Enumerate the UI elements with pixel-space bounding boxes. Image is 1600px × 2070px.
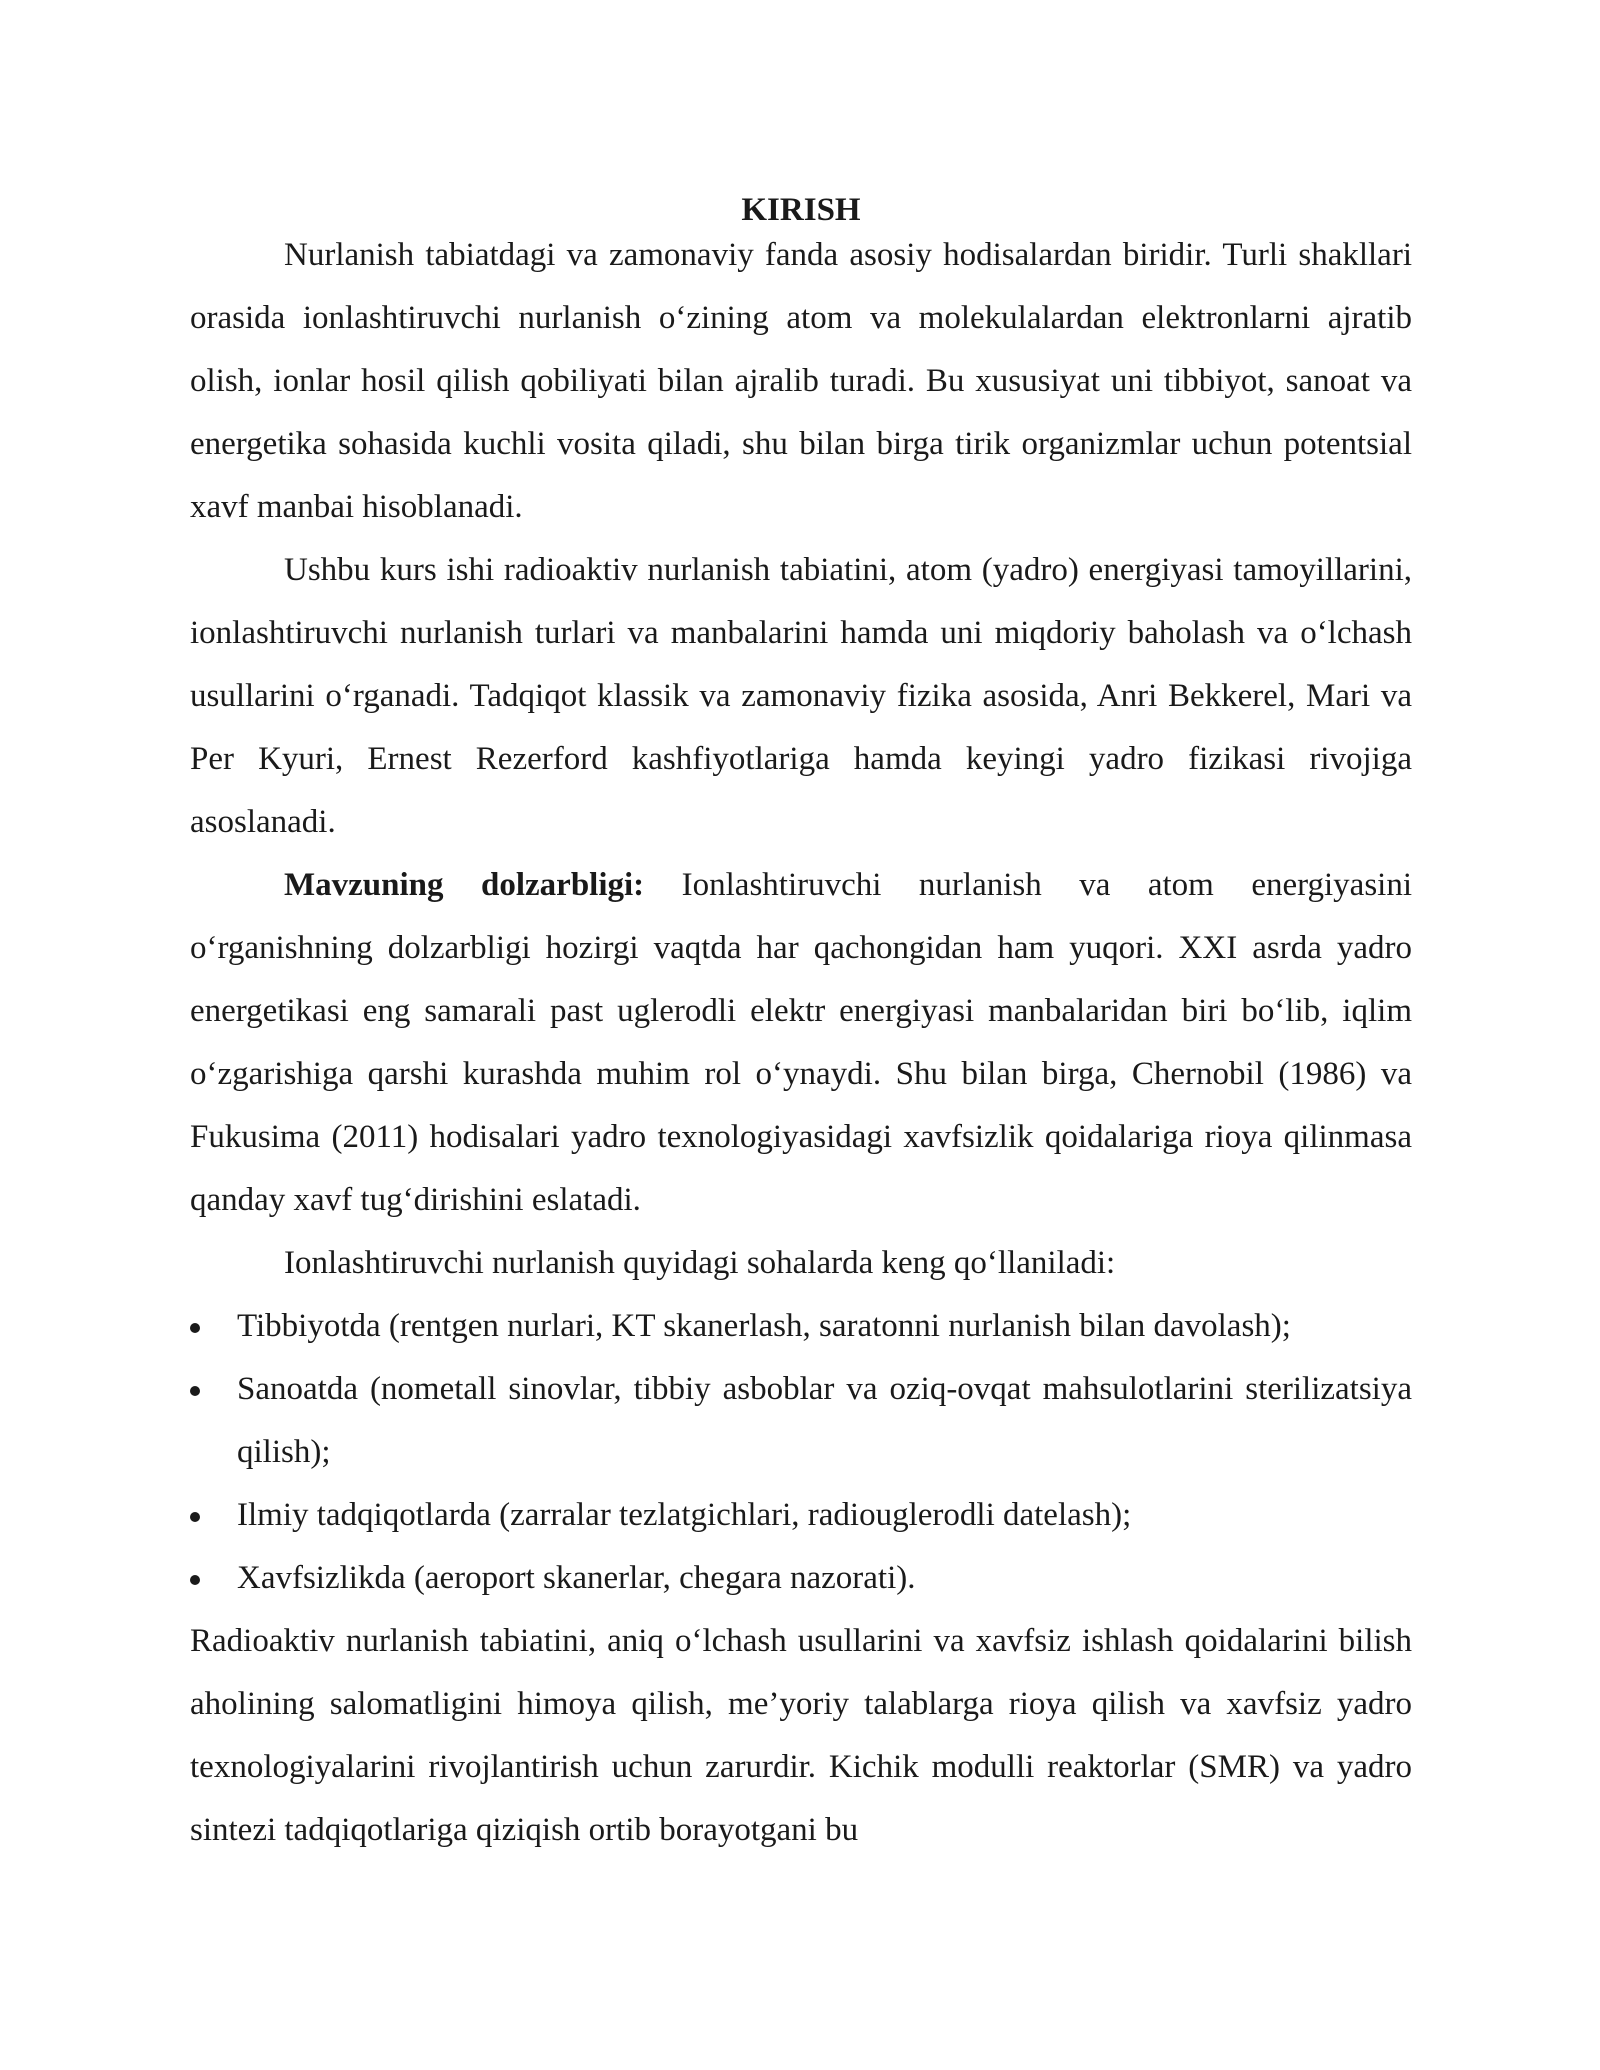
- list-item: [190, 1358, 1412, 1484]
- list-item: [190, 1547, 1412, 1610]
- scope-paragraph: Ushbu kurs ishi radioaktiv nurlanish tabiatini, atom (yadro) energiyasi tamoyillarini, ionlashtiruvchi nurlanish turlari va manbalarini hamda uni miqdoriy baholash va o‘lchash usullarini o‘rganadi. Tadqiqot klassik va zamonaviy fizika asosida, Anri Bekkerel, Mari va Per Kyuri, Ernest Rezerford kashfiyotlariga hamda keyingi yadro fizikasi rivojiga asoslanadi.: [190, 552, 1412, 840]
- relevance-text: Ionlashtiruvchi nurlanish va atom energiyasini o‘rganishning dolzarbligi hozirgi vaqtda har qachongidan ham yuqori. XXI asrda yadro energetikasi eng samarali past uglerodli elektr energiyasi manbalaridan biri bo‘lib, iqlim o‘zgarishiga qarshi kurashda muhim rol o‘ynaydi. Shu bilan birga, Chernobil (1986) va Fukusima (2011) hodisalari yadro texnologiyasidagi xavfsizlik qoidalariga rioya qilinmasa qanday xavf tug‘dirishini eslatadi.: [190, 867, 1412, 1218]
- list-item: [190, 1484, 1412, 1547]
- list-item: [190, 1295, 1412, 1358]
- list-intro: Ionlashtiruvchi nurlanish quyidagi sohalarda keng qo‘llaniladi:: [284, 1245, 1116, 1281]
- page-title: KIRISH: [741, 192, 861, 228]
- list-item-text: Tibbiyotda (rentgen nurlari, KT skanerlash, saratonni nurlanish bilan davolash);: [237, 1308, 1291, 1344]
- list-item-text: Ilmiy tadqiqotlarda (zarralar tezlatgichlari, radiouglerodli datelash);: [237, 1497, 1132, 1533]
- applications-list: [190, 1295, 1412, 1610]
- list-item-text: Sanoatda (nometall sinovlar, tibbiy asboblar va oziq-ovqat mahsulotlarini sterilizatsiya qilish);: [237, 1371, 1412, 1470]
- closing-paragraph: Radioaktiv nurlanish tabiatini, aniq o‘lchash usullarini va xavfsiz ishlash qoidalarini bilish aholining salomatligini himoya qilish, me’yoriy talablarga rioya qilish va xavfsiz yadro texnologiyalarini rivojlantirish uchun zarurdir. Kichik modulli reaktorlar (SMR) va yadro sintezi tadqiqotlariga qiziqish ortib borayotgani bu: [190, 1623, 1412, 1848]
- relevance-heading: Mavzuning dolzarbligi:: [284, 867, 645, 903]
- relevance-paragraph: [190, 854, 1412, 1232]
- intro-paragraph: Nurlanish tabiatdagi va zamonaviy fanda asosiy hodisalardan biridir. Turli shakllari orasida ionlashtiruvchi nurlanish o‘zining atom va molekulalardan elektronlarni ajratib olish, ionlar hosil qilish qobiliyati bilan ajralib turadi. Bu xususiyat uni tibbiyot, sanoat va energetika sohasida kuchli vosita qiladi, shu bilan birga tirik organizmlar uchun potentsial xavf manbai hisoblanadi.: [190, 237, 1412, 525]
- list-item-text: Xavfsizlikda (aeroport skanerlar, chegara nazorati).: [237, 1560, 916, 1596]
- document-page: [190, 190, 1412, 1862]
